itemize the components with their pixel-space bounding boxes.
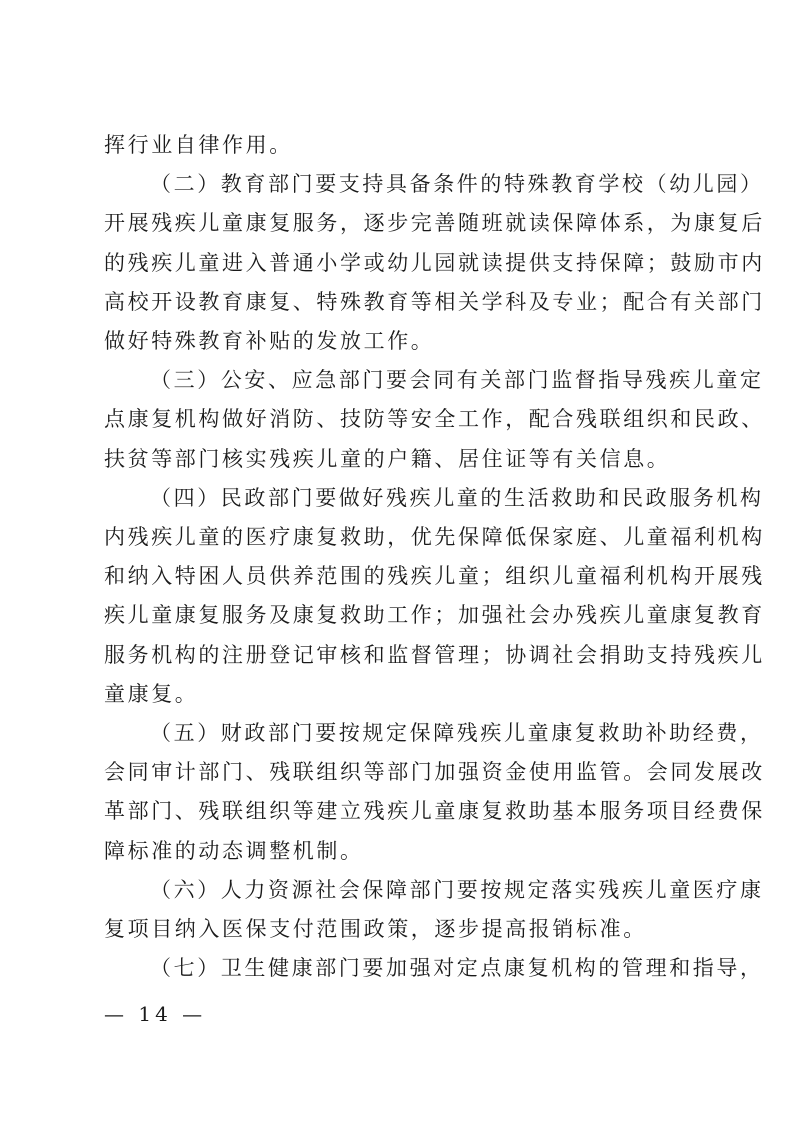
- text-line: 高校开设教育康复、特殊教育等相关学科及专业；配合有关部门: [104, 289, 765, 314]
- text-line: 开展残疾儿童康复服务，逐步完善随班就读保障体系，为康复后: [104, 211, 765, 236]
- text-line: 会同审计部门、残联组织等部门加强资金使用监管。会同发展改: [104, 760, 765, 785]
- paragraph-health: [104, 949, 764, 988]
- text-line: 童康复。: [104, 681, 199, 706]
- paragraph-public-security: [104, 361, 765, 479]
- text-line: （四）民政部门要做好残疾儿童的生活救助和民政服务机构: [150, 485, 764, 510]
- text-line: 疾儿童康复服务及康复救助工作；加强社会办残疾儿童康复教育: [104, 603, 765, 628]
- paragraph-finance: [104, 714, 765, 871]
- page-number: — 14 —: [104, 1002, 207, 1026]
- text-line: 挥行业自律作用。: [104, 133, 293, 157]
- text-line: 做好特殊教育补贴的发放工作。: [104, 329, 435, 354]
- paragraph-human-resources: [104, 871, 764, 949]
- text-line: 服务机构的注册登记审核和监督管理；协调社会捐助支持残疾儿: [104, 642, 765, 667]
- text-line: （七）卫生健康部门要加强对定点康复机构的管理和指导，: [150, 956, 764, 981]
- text-line: （五）财政部门要按规定保障残疾儿童康复救助补助经费，: [150, 721, 764, 746]
- paragraph-education-dept: [104, 165, 765, 361]
- text-line: 扶贫等部门核实残疾儿童的户籍、居住证等有关信息。: [104, 446, 671, 471]
- text-line: 革部门、残联组织等建立残疾儿童康复救助基本服务项目经费保: [104, 799, 765, 824]
- text-line: 障标准的动态调整机制。: [104, 838, 364, 863]
- text-line: 内残疾儿童的医疗康复救助，优先保障低保家庭、儿童福利机构: [104, 525, 765, 550]
- text-line: （六）人力资源社会保障部门要按规定落实残疾儿童医疗康: [150, 877, 764, 902]
- text-line: 的残疾儿童进入普通小学或幼儿园就读提供支持保障；鼓励市内: [104, 250, 765, 275]
- text-line: 复项目纳入医保支付范围政策，逐步提高报销标准。: [104, 917, 647, 942]
- paragraph-continuation: [104, 126, 694, 165]
- text-line: （三）公安、应急部门要会同有关部门监督指导残疾儿童定: [150, 368, 764, 393]
- text-line: 点康复机构做好消防、技防等安全工作，配合残联组织和民政、: [104, 407, 765, 432]
- document-body: [104, 126, 765, 988]
- paragraph-civil-affairs: [104, 479, 765, 714]
- text-line: 和纳入特困人员供养范围的残疾儿童；组织儿童福利机构开展残: [104, 564, 765, 589]
- text-line: （二）教育部门要支持具备条件的特殊教育学校（幼儿园）: [150, 172, 764, 197]
